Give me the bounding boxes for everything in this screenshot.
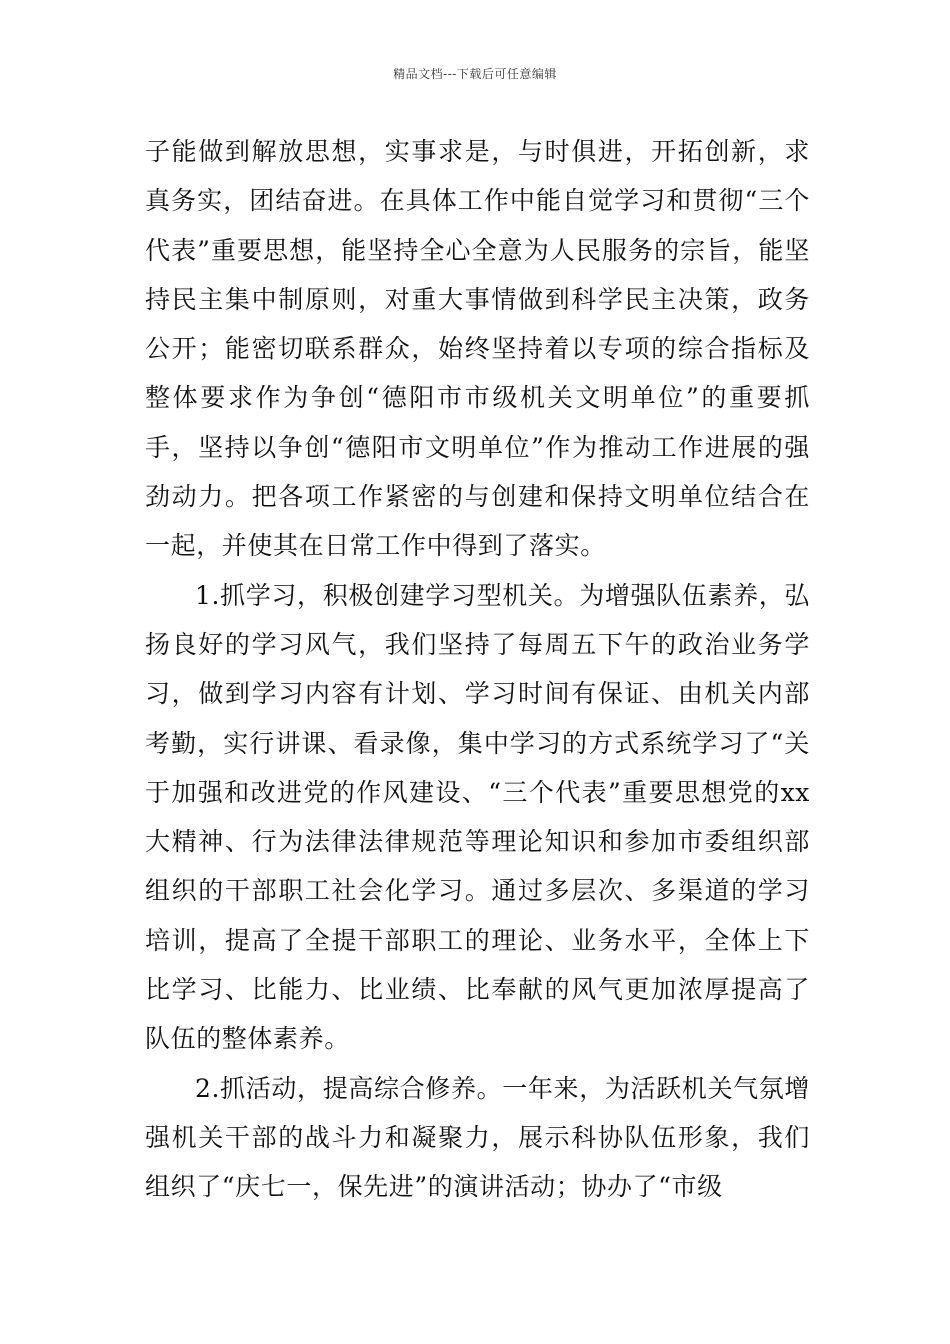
page-header: 精品文档---下载后可任意编辑	[393, 67, 557, 81]
document-body	[145, 127, 810, 1212]
paragraph-study: 1.抓学习，积极创建学习型机关。为增强队伍素养，弘扬良好的学习风气，我们坚持了每周五下午的政治业务学习，做到学习内容有计划、学习时间有保证、由机关内部考勤，实行讲课、看录像，集中学习的方式系统学习了“关于加强和改进党的作风建设、“三个代表”重要思想党的xx大精神、行为法律法律规范等理论知识和参加市委组织部组织的干部职工社会化学习。通过多层次、多渠道的学习培训，提高了全提干部职工的理论、业务水平，全体上下比学习、比能力、比业绩、比奉献的风气更加浓厚提高了队伍的整体素养。	[145, 580, 810, 1054]
paragraph-continuation: 子能做到解放思想，实事求是，与时俱进，开拓创新，求真务实，团结奋进。在具体工作中能自觉学习和贯彻“三个代表”重要思想，能坚持全心全意为人民服务的宗旨，能坚持民主集中制原则，对重大事情做到科学民主决策，政务公开；能密切联系群众，始终坚持着以专项的综合指标及整体要求作为争创“德阳市市级机关文明单位”的重要抓手，坚持以争创“德阳市文明单位”作为推动工作进展的强劲动力。把各项工作紧密的与创建和保持文明单位结合在一起，并使其在日常工作中得到了落实。	[145, 137, 810, 561]
paragraph-activities: 2.抓活动，提高综合修养。一年来，为活跃机关气氛增强机关干部的战斗力和凝聚力，展示科协队伍形象，我们组织了“庆七一，保先进”的演讲活动；协办了“市级	[145, 1073, 810, 1202]
